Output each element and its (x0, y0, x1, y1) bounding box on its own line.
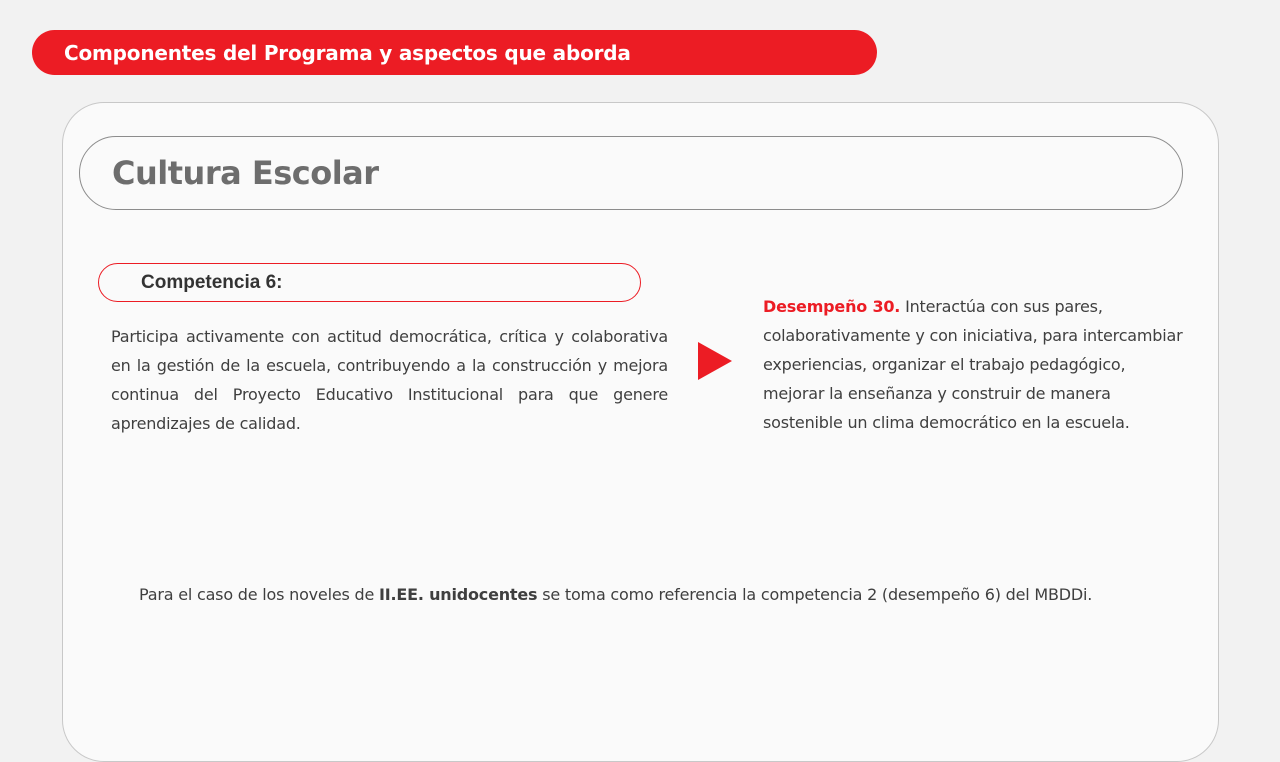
note-bold: II.EE. unidocentes (378, 585, 538, 604)
desempeno-block (763, 292, 1183, 437)
section-title: Cultura Escolar (112, 154, 379, 192)
competencia-pill (98, 263, 641, 302)
desempeno-heading: Desempeño 30. (763, 297, 901, 316)
section-pill (79, 136, 1183, 210)
note-suffix: se toma como referencia la competencia 2 (desempeño 6) del MBDDi. (537, 585, 1093, 604)
note-text (139, 580, 1169, 609)
competencia-label: Competencia 6: (141, 271, 283, 293)
note-prefix: Para el caso de los noveles de (139, 585, 379, 604)
header-title: Componentes del Programa y aspectos que aborda (64, 40, 631, 65)
desempeno-description: Interactúa con sus pares, colaborativamente y con iniciativa, para intercambiar experiencias, organizar el trabajo pedagógico, mejorar la enseñanza y construir de manera sostenible un clima democrático en la escuela. (763, 297, 1183, 432)
play-triangle-icon (698, 342, 732, 380)
header-banner (32, 30, 877, 75)
competencia-description: Participa activamente con actitud democrática, crítica y colaborativa en la gestión de la escuela, contribuyendo a la construcción y mejora continua del Proyecto Educativo Institucional para que genere aprendizajes de calidad. (111, 327, 668, 433)
